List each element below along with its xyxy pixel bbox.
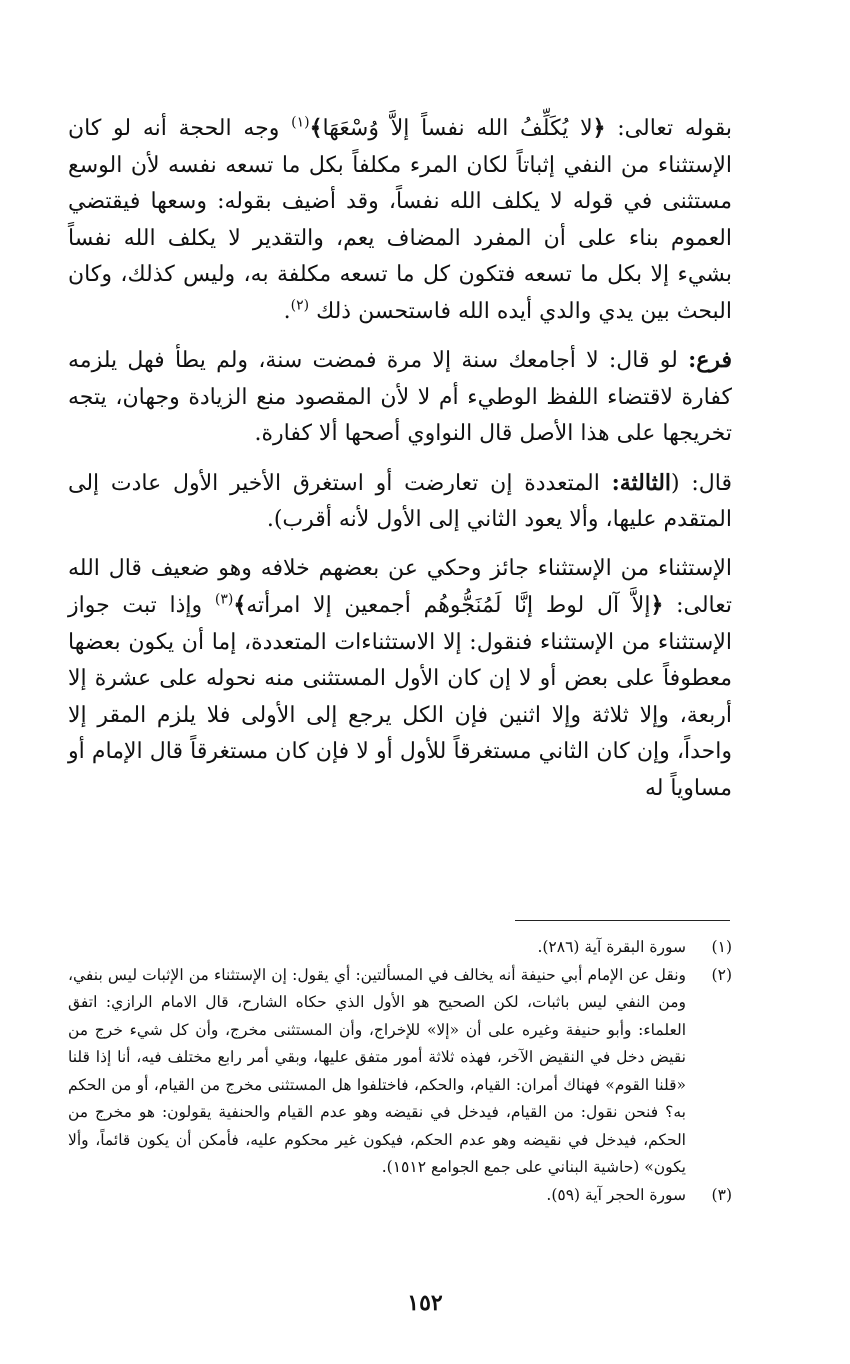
footnote-3 <box>68 1182 732 1210</box>
branch-label: فرع: <box>688 347 732 373</box>
footnote-number: (٣) <box>711 1185 732 1204</box>
footnote-divider <box>515 920 730 921</box>
footnote-number: (١) <box>711 938 732 956</box>
footnote-text: سورة الحجر آية (٥٩). <box>546 1185 686 1204</box>
ayah-open-bracket: ﴿ <box>650 592 664 618</box>
footnote-text: سورة البقرة آية (٢٨٦). <box>537 938 686 956</box>
quran-verse-2: إلاَّ آل لوط إنَّا لَمُنَجُّوهُم أجمعين إلا امرأته <box>246 593 651 618</box>
paragraph-3 <box>68 465 732 539</box>
ayah-close-bracket: ﴾ <box>309 115 323 141</box>
page-number: ١٥٢ <box>407 1290 443 1316</box>
paragraph-1-intro: بقوله تعالى: <box>605 116 732 141</box>
ayah-open-bracket: ﴿ <box>592 115 606 141</box>
paragraph-3-body: المتعددة إن تعارضت أو استغرق الأخير الأول عادت إلى المتقدم عليها، وألا يعود الثاني إلى الأول لأنه أقرب). <box>68 470 732 532</box>
paragraph-3-intro: قال: ( <box>671 470 733 496</box>
paragraph-1-end: . <box>283 298 291 324</box>
paragraph-4-intro: الإستثناء من الإستثناء جائز وحكي عن بعضهم خلافه وهو ضعيف قال الله تعالى: <box>68 555 732 618</box>
paragraph-1-body: وجه الحجة أنه لو كان الإستثناء من النفي إثباتاً لكان المرء مكلفاً بكل ما تسعه نفسه لأن الوسع مستثنى في قوله لا يكلف الله نفساً، وقد أضيف بقوله: وسعها فيقتضي العموم بناء على أن المفرد المضاف يعم، والتقدير لا يكلف الله نفساً بشيء إلا بكل ما تسعه فتكون كل ما تسعه مكلفة به، وليس كذلك، وكان البحث بين يدي والدي أيده الله فاستحسن ذلك <box>68 116 732 324</box>
main-text <box>68 110 732 819</box>
paragraph-1 <box>68 110 732 330</box>
footnote-ref-3: (٣) <box>214 591 234 608</box>
ayah-close-bracket: ﴾ <box>233 592 247 618</box>
paragraph-4 <box>68 551 732 808</box>
third-label: الثالثة: <box>611 469 672 496</box>
footnote-number: (٢) <box>711 965 732 984</box>
paragraph-4-body: وإذا تبت جواز الإستثناء من الإستثناء فنقول: إلا الاستثناءات المتعددة، إما أن يكون بعضها معطوفاً على بعض أو لا إن كان الأول المستثنى منه نحوله على عشرة إلا أربعة، وإلا ثلاثة وإلا اثنين فإن الكل يرجع إلى الأولى فلا يلزم المقر إلا واحداً، وإن كان الثاني مستغرقاً للأول أو لا فإن كان مستغرقاً قال الإمام أو مساوياً له <box>68 593 732 801</box>
footnote-text: ونقل عن الإمام أبي حنيفة أنه يخالف في المسألتين: أي يقول: إن الإستثناء من الإثبات ليس بنفي، ومن النفي ليس باثبات، لكن الصحيح هو الأول الذي حكاه الشارح، قال الامام الرازي: اتفق العلماء: وأبو حنيفة وغيره على أن «إلا» للإخراج، وأن المستثنى مخرج، وأن كل شيء خرج من نقيض دخل في النقيض الآخر، فهذه ثلاثة أمور متفق عليها، وبقي أمر رابع مختلف فيه، أنا إذا قلنا «قلنا القوم» فهناك أمران: القيام، والحكم، فاختلفوا هل المستثنى مخرج من القيام، أو من الحكم به؟ فنحن نقول: من القيام، فيدخل في نقيضه وهو عدم القيام والحنفية يقولون: هو مخرج من الحكم، فيدخل في نقيضه وهو عدم الحكم، فيكون غير محكوم عليه، فأمكن أن يكون قائماً، وألا يكون» (حاشية البناني على جمع الجوامع ١٥١٢). <box>68 965 686 1176</box>
paragraph-2-body: لو قال: لا أجامعك سنة إلا مرة فمضت سنة، ولم يطأ فهل يلزمه كفارة لاقتضاء اللفظ الوطيء أم لا لأن المقصود منع الزيادة وجهان، يتجه تخريجها على هذا الأصل قال النواوي أصحها ألا كفارة. <box>68 348 732 446</box>
footnotes <box>68 934 732 1209</box>
quran-verse-1: لا يُكَلِّفُ الله نفساً إلاَّ وُسْعَهَا <box>322 116 593 141</box>
footnote-1 <box>68 934 732 962</box>
footnote-2 <box>68 962 732 1182</box>
footnote-ref-1: (١) <box>291 114 310 131</box>
paragraph-2 <box>68 342 732 453</box>
footnote-ref-2: (٢) <box>290 297 310 314</box>
